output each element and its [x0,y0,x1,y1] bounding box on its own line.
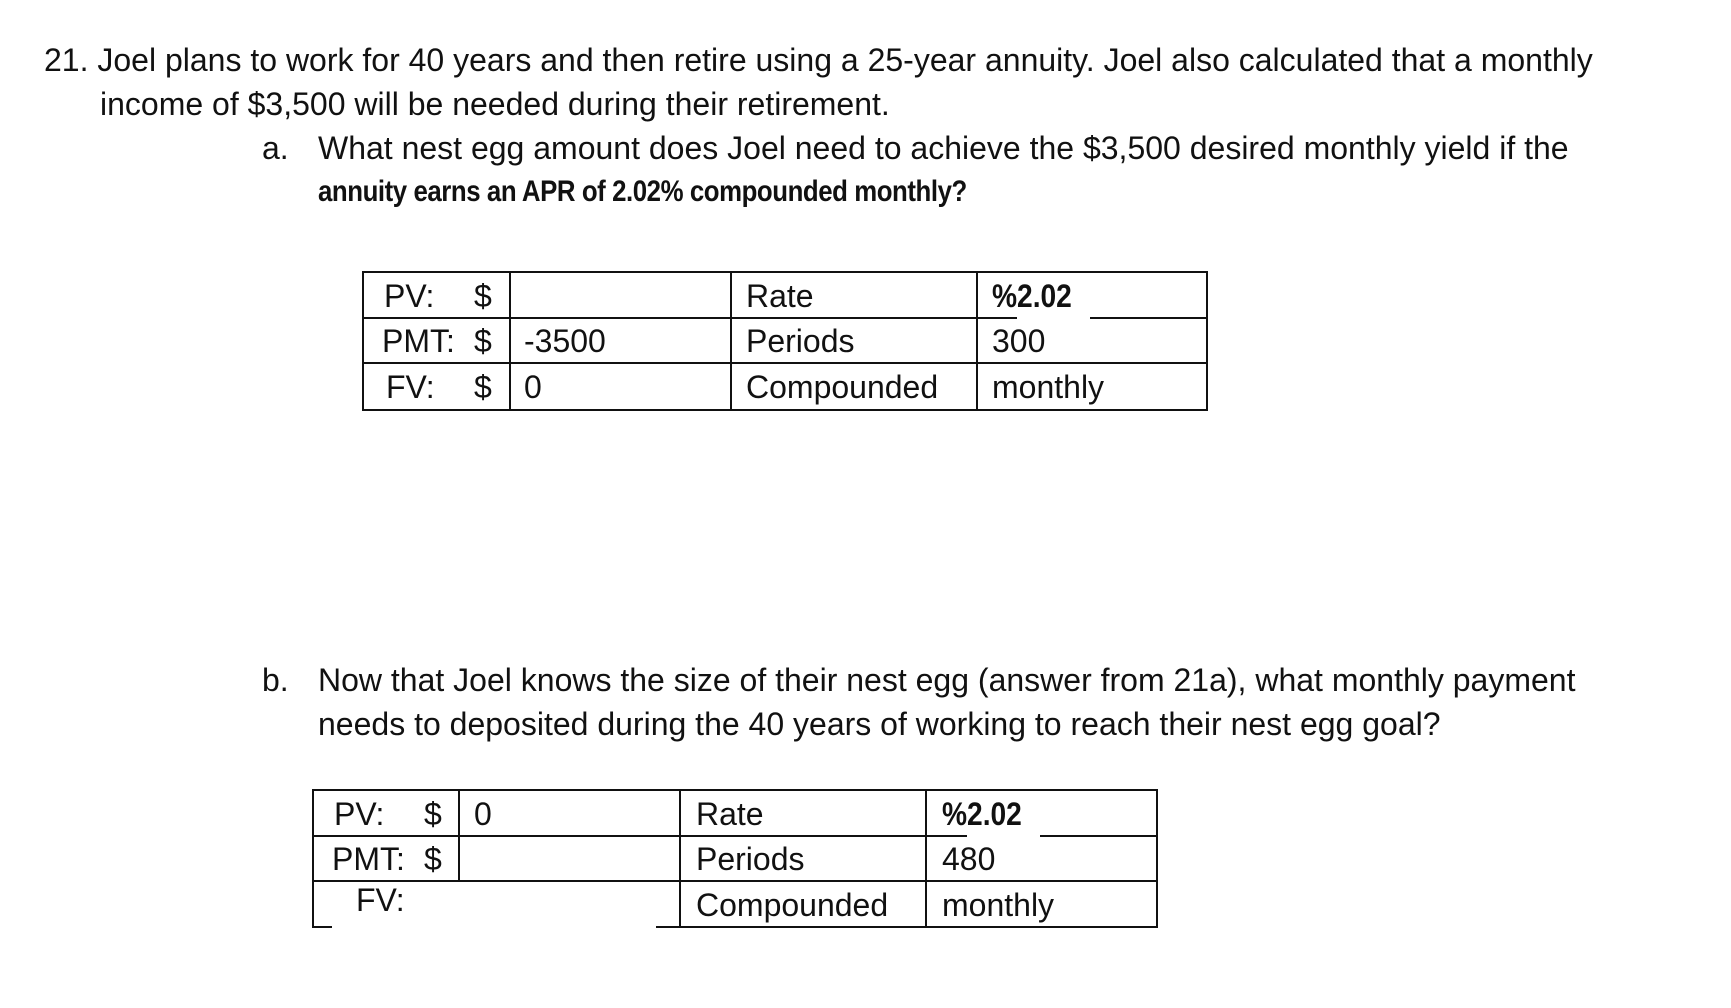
part-b-question-line1: Now that Joel knows the size of their nest egg (answer from 21a), what monthly payment [318,662,1576,698]
table-b-border-right [1156,789,1158,928]
table-b-col-divider-1 [458,789,460,882]
table-a-col-divider-3 [976,271,978,411]
table-a-border-top [362,271,1208,273]
table-b-pmt-currency: $ [424,841,442,877]
table-b-pv-value: 0 [474,796,492,832]
table-a-row-divider-1b [1090,317,1208,319]
table-a-border-bottom [362,409,1208,411]
table-b-row-divider-1 [312,835,967,837]
table-b-rate-value: %2.02 [942,796,1022,832]
table-b-fv-label: FV: [356,882,405,918]
table-b-periods-label: Periods [696,841,805,877]
problem-stem-text: Joel plans to work for 40 years and then retire using a 25-year annuity. Joel also calculated that a monthly [97,42,1593,78]
table-a-pv-currency: $ [474,278,492,314]
table-a-pmt-value: -3500 [524,323,606,359]
table-b-border-bottom-left [312,926,332,928]
part-a-question-line1: What nest egg amount does Joel need to achieve the $3,500 desired monthly yield if the [318,130,1569,166]
table-a-fv-label: FV: [386,369,435,405]
table-a-col-divider-1 [509,271,511,411]
part-b-marker: b. [262,662,289,698]
table-a-pmt-label: PMT: [382,323,455,359]
problem-number: 21. [44,42,89,78]
table-a-border-right [1206,271,1208,411]
problem-stem-line1 [44,38,1593,82]
table-a-rate-value: %2.02 [992,278,1072,314]
table-a-periods-label: Periods [746,323,855,359]
part-a-question-line2: annuity earns an APR of 2.02% compounded monthly? [318,175,967,208]
table-a-periods-value: 300 [992,323,1046,359]
part-b-question-line2: needs to deposited during the 40 years of working to reach their nest egg goal? [318,706,1441,742]
table-b-pv-currency: $ [424,796,442,832]
table-b-compounded-value: monthly [942,887,1055,923]
table-a-pmt-currency: $ [474,323,492,359]
table-a-col-divider-2 [730,271,732,411]
table-a-row-divider-1 [362,317,1017,319]
table-b-rate-label: Rate [696,796,764,832]
table-b-col-divider-2 [679,789,681,928]
table-b-col-divider-3 [925,789,927,928]
table-b-periods-value: 480 [942,841,996,877]
part-a-marker: a. [262,130,289,166]
problem-stem-line2: income of $3,500 will be needed during their retirement. [100,86,890,122]
table-b-pv-label: PV: [334,796,385,832]
table-b-pmt-label: PMT: [332,841,405,877]
table-a-compounded-value: monthly [992,369,1105,405]
table-b-border-top [312,789,1158,791]
table-a-compounded-label: Compounded [746,369,939,405]
table-a-fv-currency: $ [474,369,492,405]
table-b-row-divider-1b [1040,835,1158,837]
table-a-border-left [362,271,364,411]
table-b-compounded-label: Compounded [696,887,889,923]
table-b-border-left [312,789,314,928]
table-a-rate-label: Rate [746,278,814,314]
table-a-fv-value: 0 [524,369,542,405]
table-a-pv-label: PV: [384,278,435,314]
